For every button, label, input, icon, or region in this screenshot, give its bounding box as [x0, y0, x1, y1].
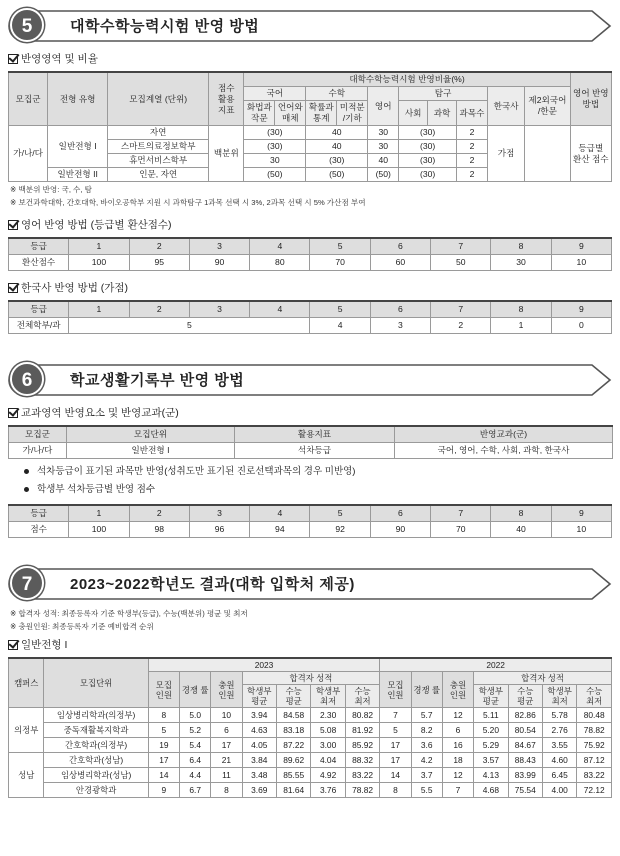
header-korean: 국어 — [244, 87, 306, 101]
score-cell: 100 — [69, 255, 129, 271]
value-cell: 5.4 — [180, 738, 211, 753]
grade-header-cell: 8 — [491, 505, 551, 522]
grade-header-cell: 5 — [310, 238, 370, 255]
bullet-icon — [24, 487, 29, 492]
value-cell: 2.30 — [311, 708, 345, 723]
value-cell: 4.2 — [411, 753, 442, 768]
header-korean-a: 화법과 작문 — [244, 101, 275, 126]
header-quota: 모집 인원 — [148, 672, 179, 708]
korean-cell: (50) — [244, 168, 306, 182]
section-6-header — [8, 362, 612, 396]
value-cell: 4.04 — [311, 753, 345, 768]
header-math-a: 확률과 통계 — [306, 101, 337, 126]
grade-header-cell: 1 — [69, 301, 129, 318]
score-cell: 70 — [310, 255, 370, 271]
eng-method-cell: 등급별 환산 점수 — [570, 126, 611, 182]
page — [8, 0, 612, 798]
score-cell: 4 — [310, 318, 370, 334]
subsection-heading — [8, 217, 612, 232]
grade-header-cell: 6 — [370, 238, 430, 255]
grade-header-cell: 3 — [189, 238, 249, 255]
score-cell: 96 — [189, 522, 249, 538]
header-cell: 반영교과(군) — [395, 426, 613, 443]
value-cell: 80.48 — [577, 708, 612, 723]
row-label: 점수 — [9, 522, 69, 538]
value-cell: 7 — [442, 783, 473, 798]
grade-header-cell: 2 — [129, 505, 189, 522]
header-year: 2023 — [148, 658, 380, 672]
grade-header-cell: 7 — [431, 505, 491, 522]
score-cell: 40 — [491, 522, 551, 538]
math-cell: (50) — [306, 168, 368, 182]
score-cell: 50 — [431, 255, 491, 271]
header-rec-min: 학생부 최저 — [311, 685, 345, 708]
grade-header-cell: 6 — [370, 505, 430, 522]
value-cell: 4.68 — [474, 783, 508, 798]
value-cell: 5.5 — [411, 783, 442, 798]
header-row — [9, 658, 612, 672]
value-cell: 6.4 — [180, 753, 211, 768]
table-row — [9, 255, 612, 271]
unit-cell: 스마트의료정보학부 — [108, 140, 209, 154]
score-index-cell: 백분위 — [209, 126, 244, 182]
value-cell: 4.4 — [180, 768, 211, 783]
value-cell: 84.58 — [276, 708, 310, 723]
bullet-item — [24, 481, 612, 499]
header-fill: 충원 인원 — [442, 672, 473, 708]
value-cell: 83.18 — [276, 723, 310, 738]
value-cell: 12 — [442, 708, 473, 723]
header-score-index: 점수 활용 지표 — [209, 72, 244, 126]
header-cell: 모집단위 — [67, 426, 235, 443]
value-cell: 3.76 — [311, 783, 345, 798]
grade-header-cell: 9 — [551, 301, 611, 318]
value-cell: 89.62 — [276, 753, 310, 768]
header-csat-min: 수능 최저 — [577, 685, 612, 708]
value-cell: 72.12 — [577, 783, 612, 798]
header-foreign: 제2외국어 /한문 — [525, 87, 571, 126]
header-history: 한국사 — [487, 87, 524, 126]
footnote: ※ 보건과학대학, 간호대학, 바이오공학부 지원 시 과학탐구 1과목 선택 시 3%, 2과목 선택 시 5% 가산점 부여 — [10, 198, 366, 207]
section-title: 학교생활기록부 반영 방법 — [70, 372, 245, 389]
section-title: 2023~2022학년도 결과(대학 입학처 제공) — [70, 576, 355, 593]
value-cell: 3.48 — [242, 768, 276, 783]
value-cell: 85.55 — [276, 768, 310, 783]
grade-header-cell: 2 — [129, 301, 189, 318]
score-cell: 90 — [370, 522, 430, 538]
subjects-cell: 2 — [457, 154, 488, 168]
value-cell: 75.92 — [577, 738, 612, 753]
math-cell: (30) — [306, 154, 368, 168]
value-cell: 4.92 — [311, 768, 345, 783]
value-cell: 5.11 — [474, 708, 508, 723]
value-cell: 3.00 — [311, 738, 345, 753]
score-cell: 30 — [491, 255, 551, 271]
section-number-badge: 6 — [10, 362, 44, 396]
value-cell: 3.57 — [474, 753, 508, 768]
english-cell: 30 — [368, 140, 399, 154]
value-cell: 18 — [442, 753, 473, 768]
history-grade-table — [8, 300, 612, 334]
header-social: 사회 — [399, 101, 428, 126]
bullet-text: 학생부 석차등급별 반영 점수 — [37, 484, 156, 495]
value-cell: 8.2 — [411, 723, 442, 738]
value-cell: 5.20 — [474, 723, 508, 738]
value-cell: 81.92 — [345, 723, 380, 738]
unit-cell: 간호학과(의정부) — [44, 738, 148, 753]
unit-cell: 자연 — [108, 126, 209, 140]
value-cell: 5.29 — [474, 738, 508, 753]
bullet-icon — [24, 469, 29, 474]
score-cell: 100 — [69, 522, 129, 538]
header-scores: 합격자 성적 — [474, 672, 612, 685]
value-cell: 75.54 — [508, 783, 542, 798]
grade-header-cell: 3 — [189, 301, 249, 318]
score-cell: 1 — [491, 318, 551, 334]
grade-header-cell: 4 — [250, 505, 310, 522]
grade-header-cell: 5 — [310, 301, 370, 318]
header-korean-b: 언어와 매체 — [275, 101, 306, 126]
campus-cell: 의정부 — [9, 708, 44, 753]
header-cell: 모집군 — [9, 426, 67, 443]
value-cell: 82.86 — [508, 708, 542, 723]
value-cell: 81.64 — [276, 783, 310, 798]
unit-cell: 인문, 자연 — [108, 168, 209, 182]
grade-header-cell: 7 — [431, 238, 491, 255]
header-year: 2022 — [380, 658, 612, 672]
value-cell: 6.45 — [542, 768, 576, 783]
header-rec-min: 학생부 최저 — [542, 685, 576, 708]
value-cell: 3.69 — [242, 783, 276, 798]
bullet-text: 석차등급이 표기된 과목만 반영(성취도만 표기된 진로선택과목의 경우 미반영) — [37, 466, 356, 477]
value-cell: 4.63 — [242, 723, 276, 738]
header-math-b: 미적분 /기하 — [337, 101, 368, 126]
score-cell: 92 — [310, 522, 370, 538]
subsection-title: 영어 반영 방법 (등급별 환산점수) — [21, 219, 172, 231]
header-science: 과학 — [428, 101, 457, 126]
value-cell: 14 — [380, 768, 411, 783]
section-7-header — [8, 566, 612, 600]
table-cell: 국어, 영어, 수학, 사회, 과학, 한국사 — [395, 443, 613, 459]
value-cell: 3.94 — [242, 708, 276, 723]
grade-header-cell: 6 — [370, 301, 430, 318]
value-cell: 8 — [211, 783, 242, 798]
score-cell: 10 — [551, 255, 611, 271]
header-rec-avg: 학생부 평균 — [242, 685, 276, 708]
value-cell: 16 — [442, 738, 473, 753]
header-row — [9, 426, 613, 443]
value-cell: 84.67 — [508, 738, 542, 753]
subsection-title: 일반전형 I — [21, 639, 68, 651]
grade-header-label: 등급 — [9, 301, 69, 318]
value-cell: 5.78 — [542, 708, 576, 723]
header-rec-avg: 학생부 평균 — [474, 685, 508, 708]
grade-header-cell: 7 — [431, 301, 491, 318]
campus-cell: 성남 — [9, 753, 44, 798]
unit-cell: 임상병리학과(성남) — [44, 768, 148, 783]
math-cell: 40 — [306, 140, 368, 154]
value-cell: 21 — [211, 753, 242, 768]
value-cell: 5.08 — [311, 723, 345, 738]
subsection-heading — [8, 405, 612, 420]
subsection-heading — [8, 51, 612, 66]
checkbox-icon — [8, 408, 18, 418]
header-row — [9, 505, 612, 522]
value-cell: 83.22 — [345, 768, 380, 783]
value-cell: 88.43 — [508, 753, 542, 768]
header-cell: 활용지표 — [235, 426, 395, 443]
checkbox-icon — [8, 283, 18, 293]
english-grade-table — [8, 237, 612, 271]
grade-header-cell: 9 — [551, 238, 611, 255]
value-cell: 19 — [148, 738, 179, 753]
value-cell: 3.6 — [411, 738, 442, 753]
value-cell: 10 — [211, 708, 242, 723]
inquiry-cell: (30) — [399, 168, 457, 182]
value-cell: 17 — [380, 738, 411, 753]
row-label: 환산점수 — [9, 255, 69, 271]
score-cell: 95 — [129, 255, 189, 271]
value-cell: 5.7 — [411, 708, 442, 723]
section-5-header — [8, 8, 612, 42]
unit-cell: 임상병리학과(의정부) — [44, 708, 148, 723]
english-cell: (50) — [368, 168, 399, 182]
value-cell: 6.7 — [180, 783, 211, 798]
value-cell: 17 — [380, 753, 411, 768]
admission-results-table — [8, 657, 612, 798]
header-row — [9, 238, 612, 255]
value-cell: 88.32 — [345, 753, 380, 768]
section-number-badge: 7 — [10, 566, 44, 600]
subjects-cell: 2 — [457, 126, 488, 140]
value-cell: 4.05 — [242, 738, 276, 753]
header-csat-min: 수능 최저 — [345, 685, 380, 708]
foreign-cell — [525, 126, 571, 182]
grade-header-cell: 4 — [250, 301, 310, 318]
value-cell: 2.76 — [542, 723, 576, 738]
value-cell: 78.82 — [577, 723, 612, 738]
table-row — [9, 443, 613, 459]
score-cell: 90 — [189, 255, 249, 271]
table-cell: 석차등급 — [235, 443, 395, 459]
value-cell: 80.54 — [508, 723, 542, 738]
table-row — [9, 753, 612, 768]
score-cell: 70 — [431, 522, 491, 538]
grade-header-cell: 1 — [69, 505, 129, 522]
value-cell: 83.22 — [577, 768, 612, 783]
value-cell: 5 — [380, 723, 411, 738]
value-cell: 6 — [211, 723, 242, 738]
subsection-title: 교과영역 반영요소 및 반영교과(군) — [21, 407, 179, 419]
inquiry-cell: (30) — [399, 126, 457, 140]
korean-cell: (30) — [244, 126, 306, 140]
value-cell: 80.82 — [345, 708, 380, 723]
math-cell: 40 — [306, 126, 368, 140]
score-cell: 5 — [69, 318, 310, 334]
score-cell: 94 — [250, 522, 310, 538]
table-row — [9, 783, 612, 798]
value-cell: 4.00 — [542, 783, 576, 798]
record-grade-table — [8, 504, 612, 538]
header-quota: 모집 인원 — [380, 672, 411, 708]
score-cell: 60 — [370, 255, 430, 271]
value-cell: 87.12 — [577, 753, 612, 768]
value-cell: 14 — [148, 768, 179, 783]
section-number-badge: 5 — [10, 8, 44, 42]
subjects-cell: 2 — [457, 168, 488, 182]
row-label: 전체학부/과 — [9, 318, 69, 334]
table-cell: 가/나/다 — [9, 443, 67, 459]
korean-cell: 30 — [244, 154, 306, 168]
grade-header-label: 등급 — [9, 238, 69, 255]
checkbox-icon — [8, 220, 18, 230]
csat-ratio-table — [8, 71, 612, 182]
value-cell: 17 — [211, 738, 242, 753]
score-cell: 80 — [250, 255, 310, 271]
subsection-heading — [8, 637, 612, 652]
header-group: 모집군 — [9, 72, 48, 126]
header-campus: 캠퍼스 — [9, 658, 44, 708]
unit-cell: 안경광학과 — [44, 783, 148, 798]
score-cell: 0 — [551, 318, 611, 334]
section-title: 대학수학능력시험 반영 방법 — [70, 18, 260, 35]
group-cell: 가/나/다 — [9, 126, 48, 182]
value-cell: 3.7 — [411, 768, 442, 783]
header-unit: 모집단위 — [44, 658, 148, 708]
score-cell: 10 — [551, 522, 611, 538]
unit-cell: 중독재활복지학과 — [44, 723, 148, 738]
header-math: 수학 — [306, 87, 368, 101]
header-fill: 충원 인원 — [211, 672, 242, 708]
subsection-heading — [8, 280, 612, 295]
grade-header-label: 등급 — [9, 505, 69, 522]
grade-header-cell: 5 — [310, 505, 370, 522]
grade-header-cell: 4 — [250, 238, 310, 255]
value-cell: 12 — [442, 768, 473, 783]
header-unit: 모집계열 (단위) — [108, 72, 209, 126]
score-cell: 98 — [129, 522, 189, 538]
english-cell: 40 — [368, 154, 399, 168]
value-cell: 9 — [148, 783, 179, 798]
value-cell: 85.92 — [345, 738, 380, 753]
checkbox-icon — [8, 54, 18, 64]
table-row — [9, 738, 612, 753]
history-cell: 가점 — [487, 126, 524, 182]
header-csat-avg: 수능 평균 — [508, 685, 542, 708]
record-subject-table — [8, 425, 613, 459]
value-cell: 11 — [211, 768, 242, 783]
bullet-item — [24, 463, 612, 481]
table-cell: 일반전형 I — [67, 443, 235, 459]
table-row — [9, 723, 612, 738]
value-cell: 5.2 — [180, 723, 211, 738]
value-cell: 5 — [148, 723, 179, 738]
value-cell: 4.60 — [542, 753, 576, 768]
value-cell: 87.22 — [276, 738, 310, 753]
korean-cell: (30) — [244, 140, 306, 154]
value-cell: 8 — [148, 708, 179, 723]
table-row — [9, 318, 612, 334]
unit-cell: 휴먼서비스학부 — [108, 154, 209, 168]
header-english: 영어 — [368, 87, 399, 126]
header-csat-avg: 수능 평균 — [276, 685, 310, 708]
checkbox-icon — [8, 640, 18, 650]
grade-header-cell: 9 — [551, 505, 611, 522]
grade-header-cell: 8 — [491, 238, 551, 255]
value-cell: 3.84 — [242, 753, 276, 768]
header-type: 전형 유형 — [48, 72, 108, 126]
table-row — [9, 768, 612, 783]
score-cell: 2 — [431, 318, 491, 334]
english-cell: 30 — [368, 126, 399, 140]
header-ratio: 경쟁 률 — [180, 672, 211, 708]
type-cell: 일반전형 II — [48, 168, 108, 182]
header-subjects: 과목수 — [457, 101, 488, 126]
value-cell: 6 — [442, 723, 473, 738]
header-ratio: 경쟁 률 — [411, 672, 442, 708]
header-row — [9, 301, 612, 318]
inquiry-cell: (30) — [399, 154, 457, 168]
grade-header-cell: 3 — [189, 505, 249, 522]
table-row — [9, 708, 612, 723]
score-cell: 3 — [370, 318, 430, 334]
table-row — [9, 522, 612, 538]
table-row — [9, 126, 612, 140]
value-cell: 83.99 — [508, 768, 542, 783]
value-cell: 4.13 — [474, 768, 508, 783]
grade-header-cell: 8 — [491, 301, 551, 318]
header-scores: 합격자 성적 — [242, 672, 380, 685]
value-cell: 17 — [148, 753, 179, 768]
subjects-cell: 2 — [457, 140, 488, 154]
value-cell: 7 — [380, 708, 411, 723]
value-cell: 78.82 — [345, 783, 380, 798]
grade-header-cell: 1 — [69, 238, 129, 255]
value-cell: 8 — [380, 783, 411, 798]
header-inquiry: 탐구 — [399, 87, 488, 101]
header-eng-method: 영어 반영 방법 — [570, 72, 611, 126]
grade-header-cell: 2 — [129, 238, 189, 255]
inquiry-cell: (30) — [399, 140, 457, 154]
header-ratio: 대학수학능력시험 반영비율(%) — [244, 72, 570, 87]
note: ※ 합격자 성적: 최종등록자 기준 학생부(등급), 수능(백분위) 평균 및 최저 — [10, 609, 248, 618]
value-cell: 5.0 — [180, 708, 211, 723]
value-cell: 3.55 — [542, 738, 576, 753]
unit-cell: 간호학과(성남) — [44, 753, 148, 768]
type-cell: 일반전형 I — [48, 126, 108, 168]
note: ※ 충원인원: 최종등록자 기준 예비합격 순위 — [10, 622, 154, 631]
footnote: ※ 백분위 반영: 국, 수, 탐 — [10, 185, 92, 194]
subsection-title: 한국사 반영 방법 (가점) — [21, 282, 129, 294]
subsection-title: 반영영역 및 비율 — [21, 53, 98, 65]
